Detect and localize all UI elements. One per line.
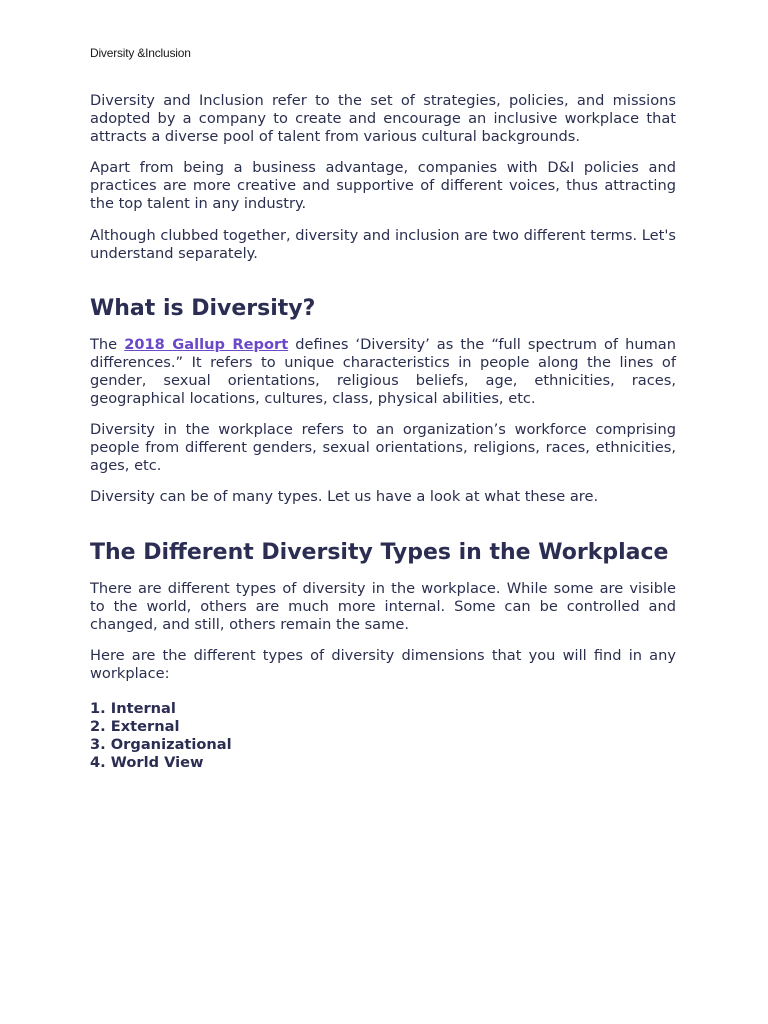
list-item: 3. Organizational [90,735,232,753]
intro-paragraph-1: Diversity and Inclusion refer to the set of strategies, policies, and missions adopted by a company to create and encourage an inclusive workplace that attracts a diverse pool of talent from various cultural backgrounds. [90,92,676,146]
diversity-paragraph-3: Diversity can be of many types. Let us have a look at what these are. [90,488,599,506]
diversity-paragraph-1-lead: The [90,335,125,353]
intro-paragraph-2: Apart from being a business advantage, companies with D&I policies and practices are more creative and supportive of different voices, thus attracting the top talent in any industry. [90,159,676,213]
document-body [90,92,676,772]
heading-what-is-diversity: What is Diversity? [90,295,316,321]
diversity-types-list [90,700,676,772]
gallup-report-link[interactable]: 2018 Gallup Report [124,335,289,353]
diversity-paragraph-1 [90,336,676,408]
heading-diversity-types: The Different Diversity Types in the Workplace [90,539,669,565]
list-item: 2. External [90,717,180,735]
list-item: 1. Internal [90,699,176,717]
running-header: Diversity &Inclusion [90,46,191,60]
types-paragraph-1: There are different types of diversity in the workplace. While some are visible to the world, others are much more internal. Some can be controlled and changed, and still, others remain the same. [90,579,676,633]
intro-paragraph-3: Although clubbed together, diversity and inclusion are two different terms. Let's understand separately. [90,226,676,262]
types-paragraph-2: Here are the different types of diversity dimensions that you will find in any workplace: [90,646,676,682]
list-item: 4. World View [90,753,204,771]
diversity-paragraph-1-rest: defines ‘Diversity’ as the “full spectrum of human differences.” It refers to unique characteristics in people along the lines of gender, sexual orientations, religious beliefs, age, ethnicities, races, geographical locations, cultures, class, physical abilities, etc. [90,335,676,408]
diversity-paragraph-2: Diversity in the workplace refers to an organization’s workforce comprising people from different genders, sexual orientations, religions, races, ethnicities, ages, etc. [90,421,676,475]
